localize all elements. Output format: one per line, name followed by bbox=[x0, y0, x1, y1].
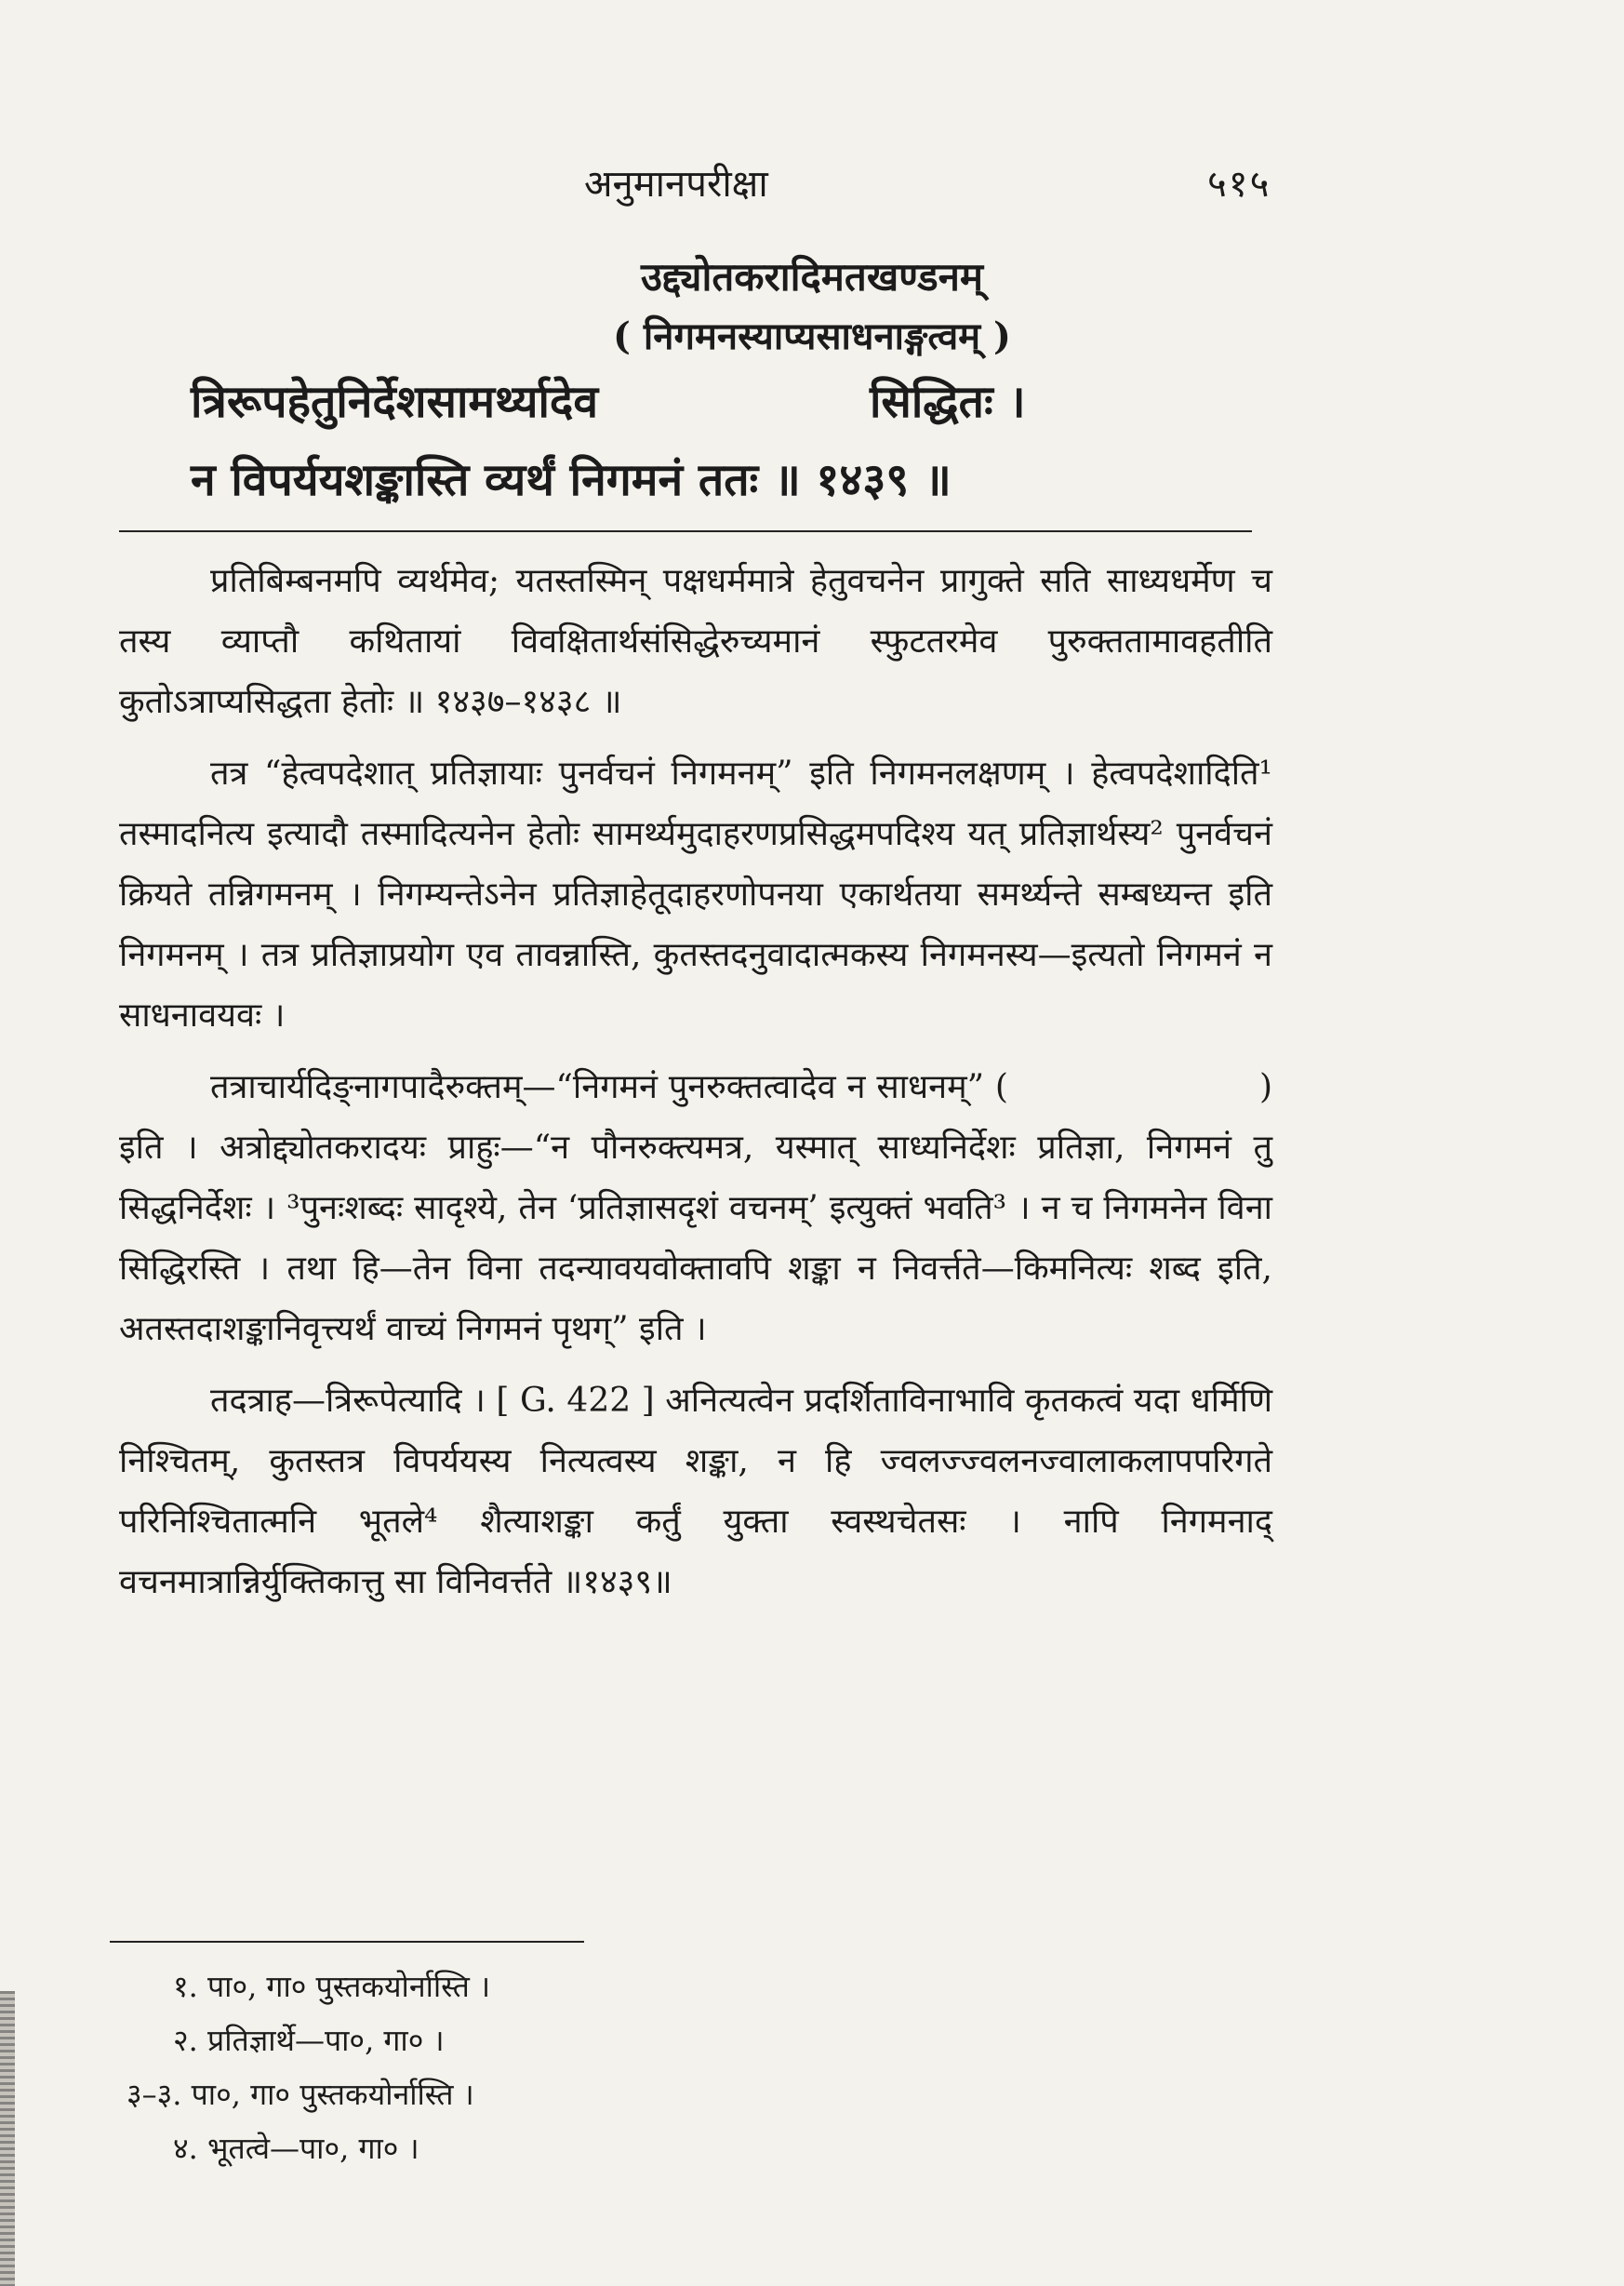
footnote-2: २. प्रतिज्ञार्थे—पा०, गा० । bbox=[173, 2023, 445, 2058]
running-title: अनुमानपरीक्षा bbox=[584, 163, 768, 206]
footnote-3: ३–३. पा०, गा० पुस्तकयोर्नास्ति । bbox=[126, 2077, 474, 2112]
scan-binding-edge bbox=[0, 1991, 15, 2286]
running-head bbox=[0, 156, 1624, 212]
commentary-paragraph-4: तदत्राह—त्रिरूपेत्यादि । [ G. 422 ] अनित्यत्वेन प्रदर्शिताविनाभावि कृतकत्वं यदा धर्मिणि निश्चितम्, कुतस्तत्र विपर्ययस्य नित्यत्वस्य शङ्का, न हि ज्वलज्ज्वलनज्वालाकलापपरिगते परिनिश्चितात्मनि भूतले⁴ शैत्याशङ्का कर्तुं युक्ता स्वस्थचेतसः । नापि निगमनाद् वचनमात्रान्निर्युक्तिकात्तु सा विनिवर्त्तते ॥१४३९॥ bbox=[119, 1382, 1272, 1601]
verse-line-1-part-a: त्रिरूपहेतुनिर्देशसामर्थ्यादेव bbox=[191, 376, 599, 428]
verse-line-1-part-b: सिद्धितः । bbox=[870, 376, 1026, 428]
page-number: ५१५ bbox=[1207, 163, 1271, 206]
verse-line-1 bbox=[191, 370, 1251, 431]
footnote-4: ४. भूतत्वे—पा०, गा० । bbox=[173, 2131, 419, 2166]
commentary-paragraph-3 bbox=[119, 1057, 1272, 1359]
footnote-1: १. पा०, गा० पुस्तकयोर्नास्ति । bbox=[173, 1969, 491, 2004]
section-heading: उद्द्योतकरादिमतखण्डनम् bbox=[640, 254, 984, 300]
commentary-paragraph-2: तत्र “हेत्वपदेशात् प्रतिज्ञायाः पुनर्वचनं निगमनम्” इति निगमनलक्षणम् । हेत्वपदेशादिति¹ तस्मादनित्य इत्यादौ तस्मादित्यनेन हेतोः सामर्थ्यमुदाहरणप्रसिद्धमपदिश्य यत् प्रतिज्ञार्थस्य² पुनर्वचनं क्रियते तन्निगमनम् । निगम्यन्तेऽनेन प्रतिज्ञाहेतूदाहरणोपनया एकार्थतया समर्थ्यन्ते सम्बध्यन्त इति निगमनम् । तत्र प्रतिज्ञाप्रयोग एव तावन्नास्ति, कुतस्तदनुवादात्मकस्य निगमनस्य—इत्यतो निगमनं न साधनावयवः । bbox=[119, 755, 1273, 1035]
section-subheading: ( निगमनस्याप्यसाधनाङ्गत्वम् ) bbox=[613, 314, 1011, 358]
footnote-divider bbox=[110, 1941, 584, 1943]
dignaga-quote: तत्राचार्यदिङ्नागपादैरुक्तम्—“निगमनं पुनरुक्तत्वादेव न साधनम्” ( bbox=[210, 1068, 1008, 1106]
commentary-paragraph-1: प्रतिबिम्बनमपि व्यर्थमेव; यतस्तस्मिन् पक्षधर्ममात्रे हेतुवचनेन प्रागुक्ते सति साध्यधर्मेण च तस्य व्याप्तौ कथितायां विवक्षितार्थसंसिद्धेरुच्यमानं स्फुटतरमेव पुरुक्ततामावहतीति कुतोऽत्राप्यसिद्धता हेतोः ॥ १४३७–१४३८ ॥ bbox=[119, 562, 1272, 721]
verse-divider bbox=[119, 530, 1252, 532]
verse-line-2: न विपर्ययशङ्कास्ति व्यर्थं निगमनं ततः ॥ १४३९ ॥ bbox=[191, 454, 952, 506]
uddyotakara-objection: ) इति । अत्रोद्द्योतकरादयः प्राहुः—“न पौनरुक्त्यमत्र, यस्मात् साध्यनिर्देशः प्रतिज्ञा, निगमनं तु सिद्धनिर्देशः । ³पुनःशब्दः सादृश्ये, तेन ‘प्रतिज्ञासदृशं वचनम्’ इत्युक्तं भवति³ । न च निगमनेन विना सिद्धिरस्ति । तथा हि—तेन विना तदन्यावयवोक्तावपि शङ्का न निवर्त्तते—किमनित्यः शब्द इति, अतस्तदाशङ्कानिवृत्त्यर्थं वाच्यं निगमनं पृथग्” इति । bbox=[119, 1068, 1272, 1348]
footnotes bbox=[121, 1959, 490, 2175]
commentary bbox=[119, 551, 1272, 1624]
